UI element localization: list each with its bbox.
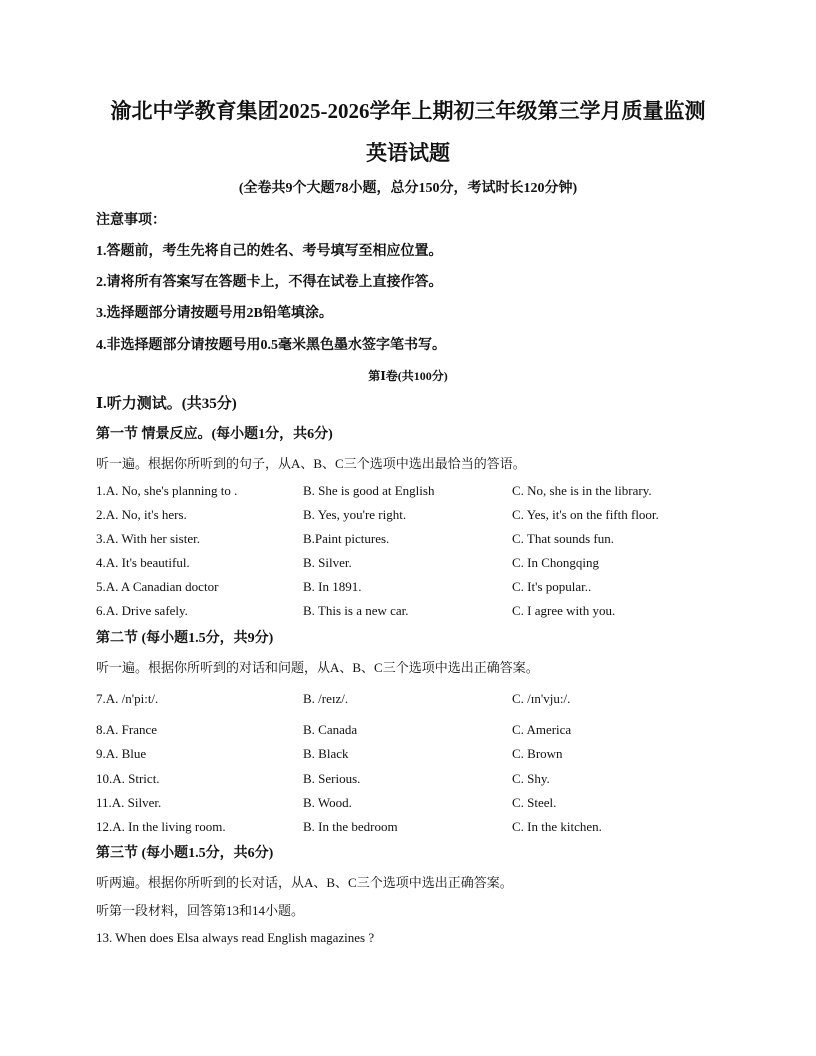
option-b: B. Serious. bbox=[303, 771, 361, 786]
section-title: 第三节 (每小题1.5分，共6分) bbox=[96, 846, 274, 861]
option-a: 3.A. With her sister. bbox=[96, 531, 200, 546]
option-a: 1.A. No, she's planning to . bbox=[96, 483, 238, 498]
option-b: B. Black bbox=[303, 746, 349, 761]
question-row bbox=[96, 746, 756, 762]
section-instruction: 听一遍。根据你所听到的句子，从A、B、C三个选项中选出最恰当的答语。 bbox=[96, 456, 526, 471]
part-title: Ⅰ.听力测试。(共35分) bbox=[96, 396, 237, 412]
option-c: C. Shy. bbox=[512, 771, 550, 786]
option-c: C. America bbox=[512, 722, 572, 737]
section-instruction: 听两遍。根据你所听到的长对话，从A、B、C三个选项中选出正确答案。 bbox=[96, 875, 513, 890]
question-row bbox=[96, 531, 756, 547]
option-b: B. Silver. bbox=[303, 555, 352, 570]
option-c: C. Steel. bbox=[512, 795, 557, 810]
question-row bbox=[96, 795, 756, 811]
question-13: 13. When does Elsa always read English magazines ? bbox=[96, 930, 375, 945]
question-row bbox=[96, 819, 756, 835]
option-b: B. In 1891. bbox=[303, 579, 362, 594]
exam-title: 渝北中学教育集团2025-2026学年上期初三年级第三学月质量监测 bbox=[110, 99, 706, 123]
note-item: 1.答题前，考生先将自己的姓名、考号填写至相应位置。 bbox=[96, 244, 443, 259]
option-c: C. No, she is in the library. bbox=[512, 483, 652, 498]
option-a: 7.A. /n'pi:t/. bbox=[96, 691, 159, 706]
option-a: 8.A. France bbox=[96, 722, 158, 737]
option-a: 9.A. Blue bbox=[96, 746, 147, 761]
question-row bbox=[96, 771, 756, 787]
option-b: B. Canada bbox=[303, 722, 358, 737]
option-a: 11.A. Silver. bbox=[96, 795, 162, 810]
option-a: 6.A. Drive safely. bbox=[96, 603, 188, 618]
option-c: C. /ɪn'vju:/. bbox=[512, 691, 571, 706]
notes-heading: 注意事项： bbox=[96, 213, 166, 228]
sub-instruction: 听第一段材料，回答第13和14小题。 bbox=[96, 903, 305, 918]
option-a: 12.A. In the living room. bbox=[96, 819, 226, 834]
option-c: C. In Chongqing bbox=[512, 555, 600, 570]
volume-title: 第Ⅰ卷(共100分) bbox=[368, 369, 448, 383]
option-b: B. In the bedroom bbox=[303, 819, 398, 834]
section-instruction: 听一遍。根据你所听到的对话和问题，从A、B、C三个选项中选出正确答案。 bbox=[96, 660, 539, 675]
question-row bbox=[96, 691, 756, 707]
question-row bbox=[96, 483, 756, 499]
option-c: C. I agree with you. bbox=[512, 603, 616, 618]
note-item: 3.选择题部分请按题号用2B铅笔填涂。 bbox=[96, 306, 333, 321]
option-b: B. This is a new car. bbox=[303, 603, 409, 618]
exam-subject-title: 英语试题 bbox=[366, 141, 450, 165]
section-title: 第二节 (每小题1.5分，共9分) bbox=[96, 631, 274, 646]
option-b: B. Yes, you're right. bbox=[303, 507, 407, 522]
question-row bbox=[96, 579, 756, 595]
note-item: 2.请将所有答案写在答题卡上，不得在试卷上直接作答。 bbox=[96, 275, 443, 290]
question-row bbox=[96, 507, 756, 523]
option-b: B.Paint pictures. bbox=[303, 531, 390, 546]
question-row bbox=[96, 603, 756, 619]
section-title: 第一节 情景反应。(每小题1分，共6分) bbox=[96, 427, 333, 442]
option-a: 4.A. It's beautiful. bbox=[96, 555, 190, 570]
option-c: C. It's popular.. bbox=[512, 579, 592, 594]
option-c: C. Yes, it's on the fifth floor. bbox=[512, 507, 659, 522]
question-row bbox=[96, 555, 756, 571]
option-a: 2.A. No, it's hers. bbox=[96, 507, 187, 522]
option-b: B. /reɪz/. bbox=[303, 691, 349, 706]
option-b: B. Wood. bbox=[303, 795, 352, 810]
option-b: B. She is good at English bbox=[303, 483, 435, 498]
exam-info: (全卷共9个大题78小题，总分150分，考试时长120分钟) bbox=[238, 181, 578, 196]
option-c: C. Brown bbox=[512, 746, 563, 761]
option-a: 10.A. Strict. bbox=[96, 771, 160, 786]
question-row bbox=[96, 722, 756, 738]
note-item: 4.非选择题部分请按题号用0.5毫米黑色墨水签字笔书写。 bbox=[96, 338, 446, 353]
option-c: C. In the kitchen. bbox=[512, 819, 602, 834]
option-c: C. That sounds fun. bbox=[512, 531, 614, 546]
option-a: 5.A. A Canadian doctor bbox=[96, 579, 219, 594]
